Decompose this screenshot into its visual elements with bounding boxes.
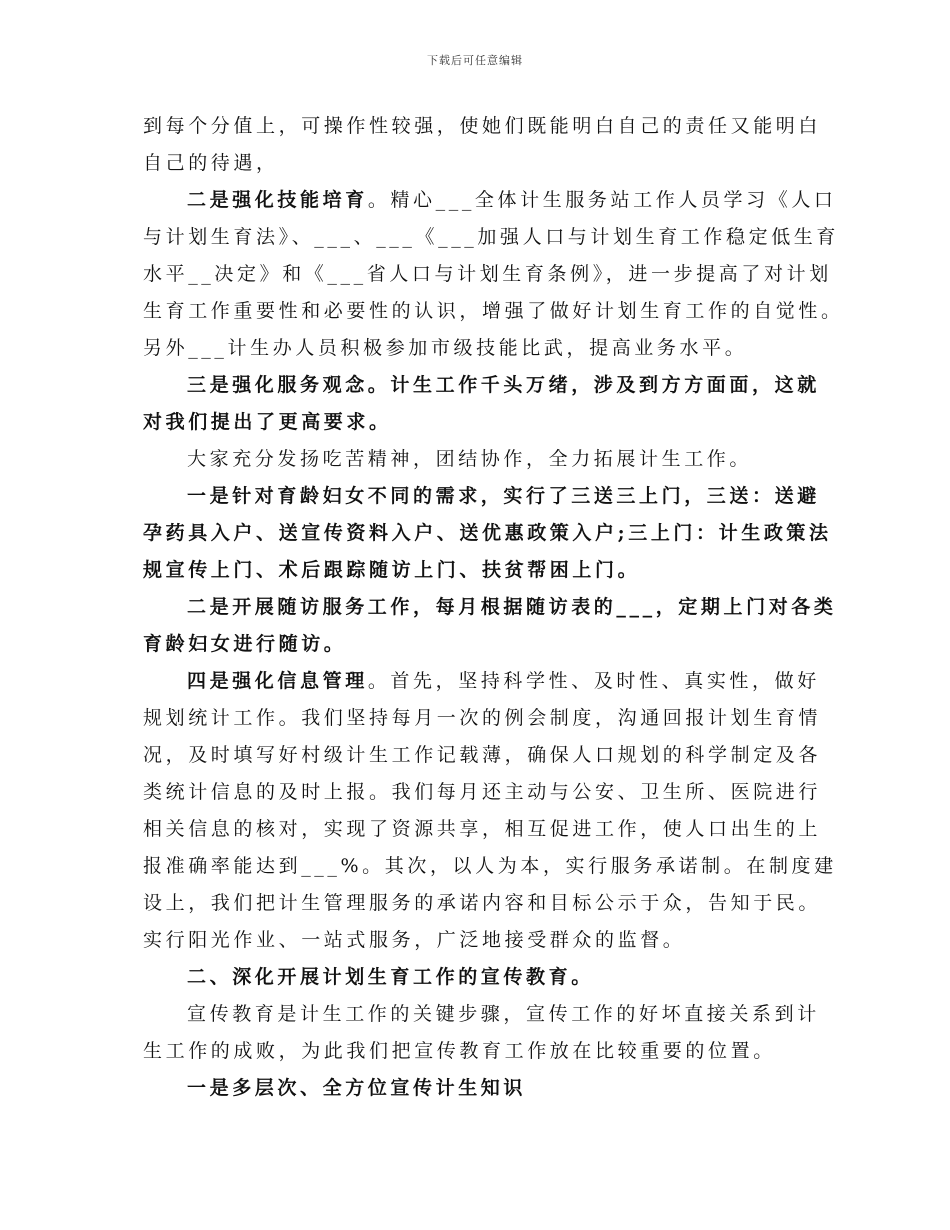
body-text: 与计划生育法》、___、___《___加强人口与计划生育工作稳定低生育 (143, 226, 840, 248)
bold-text: 育龄妇女进行随访。 (143, 633, 347, 655)
bold-text: 三是强化服务观念。计生工作千头万绪，涉及到方方面面，这就 (187, 374, 820, 396)
text-line (143, 256, 833, 293)
text-line (143, 367, 833, 404)
bold-text: 二是开展随访服务工作，每月根据随访表的___，定期上门对各类 (187, 596, 837, 618)
paragraph (143, 182, 844, 367)
body-text: 。首先，坚持科学性、及时性、真实性，做好 (367, 670, 820, 692)
body-text: 生工作的成败，为此我们把宣传教育工作放在比较重要的位置。 (143, 1040, 776, 1062)
bold-text: 孕药具入户、送宣传资料入户、送优惠政策入户;三上门：计生政策法 (143, 522, 832, 544)
paragraph (143, 478, 833, 589)
text-line (143, 700, 833, 737)
body-text: 规划统计工作。我们坚持每月一次的例会制度，沟通回报计划生育情 (143, 707, 822, 729)
body-text: 宣传教育是计生工作的关键步骤，宣传工作的好坏直接关系到计 (187, 1003, 820, 1025)
bold-text: 二是强化技能培育 (187, 189, 368, 211)
text-line (143, 626, 833, 663)
text-line (143, 145, 833, 182)
paragraph (143, 959, 833, 996)
text-line (143, 663, 833, 700)
body-text: 类统计信息的及时上报。我们每月还主动与公安、卫生所、医院进行 (143, 781, 822, 803)
paragraph (143, 996, 833, 1070)
body-text: 水平__决定》和《___省人口与计划生育条例》，进一步提高了对计划 (143, 263, 832, 285)
paragraph (143, 441, 833, 478)
text-line (143, 1033, 833, 1070)
text-line (143, 589, 837, 626)
body-text: 实行阳光作业、一站式服务，广泛地接受群众的监督。 (143, 929, 686, 951)
paragraph (143, 108, 833, 182)
text-line (143, 108, 833, 145)
text-line (143, 774, 833, 811)
body-text: 相关信息的核对，实现了资源共享，相互促进工作，使人口出生的上 (143, 818, 822, 840)
bold-text: 规宣传上门、术后跟踪随访上门、扶贫帮困上门。 (143, 559, 641, 581)
bold-text: 一是多层次、全方位宣传计生知识 (187, 1077, 527, 1099)
text-line (143, 885, 833, 922)
text-line (143, 441, 833, 478)
text-line (143, 996, 833, 1033)
text-line (143, 848, 837, 885)
paragraph (143, 589, 837, 663)
text-line (143, 737, 833, 774)
text-line (143, 330, 833, 367)
document-body (143, 108, 844, 1107)
text-line (143, 552, 833, 589)
bold-text: 对我们提出了更高要求。 (143, 411, 392, 433)
text-line (143, 293, 844, 330)
body-text: 到每个分值上，可操作性较强，使她们既能明白自己的责任又能明白 (143, 115, 822, 137)
paragraph (143, 1070, 833, 1107)
text-line (143, 182, 837, 219)
text-line (143, 219, 840, 256)
text-line (143, 478, 833, 515)
text-line (143, 811, 833, 848)
body-text: 报准确率能达到___%。其次，以人为本，实行服务承诺制。在制度建 (143, 855, 837, 877)
body-text: 大家充分发扬吃苦精神，团结协作，全力拓展计生工作。 (187, 448, 753, 470)
text-line (143, 515, 833, 552)
page-header: 下载后可任意编辑 (427, 54, 523, 67)
body-text: 自己的待遇， (143, 152, 279, 174)
body-text: 况，及时填写好村级计生工作记载薄，确保人口规划的科学制定及各 (143, 744, 822, 766)
body-text: 另外___计生办人员积极参加市级技能比武，提高业务水平。 (143, 337, 748, 359)
text-line (143, 404, 833, 441)
body-text: 。精心___全体计生服务站工作人员学习《人口 (367, 189, 837, 211)
paragraph (143, 663, 837, 959)
text-line (143, 922, 833, 959)
body-text: 设上，我们把计生管理服务的承诺内容和目标公示于众，告知于民。 (143, 892, 822, 914)
paragraph (143, 367, 833, 441)
bold-text: 二、深化开展计划生育工作的宣传教育。 (187, 966, 594, 988)
bold-text: 四是强化信息管理 (187, 670, 368, 692)
body-text: 生育工作重要性和必要性的认识，增强了做好计划生育工作的自觉性。 (143, 300, 844, 322)
text-line (143, 959, 833, 996)
text-line (143, 1070, 833, 1107)
bold-text: 一是针对育龄妇女不同的需求，实行了三送三上门，三送：送避 (187, 485, 820, 507)
